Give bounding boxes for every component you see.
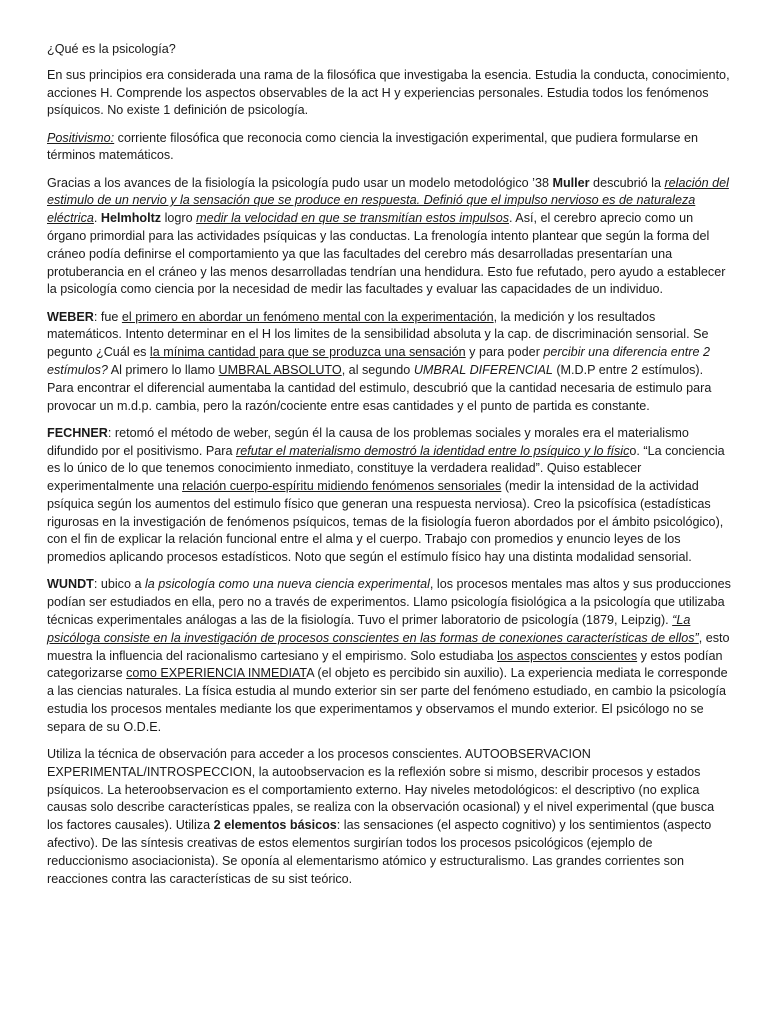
text-run: A (el objeto es percibido sin auxilio). La experiencia mediata le corresponde a las ciencias naturales. La física estudia al mundo exterior sin ser parte del fenómeno estudiado, en cambio la psicología estudia los procesos mentales mediante los que experimentamos y observamos el mundo exterior. El psicólogo no se separa de su O.D.E. <box>47 666 728 734</box>
underlined-run: como EXPERIENCIA INMEDIAT <box>126 666 307 681</box>
text-run: descubrió la <box>589 175 665 190</box>
text-run: , al segundo <box>341 362 414 377</box>
underlined-run: la mínima cantidad para que se produzca una sensación <box>149 345 466 360</box>
name-fechner: FECHNER <box>47 425 108 440</box>
text-run: Al primero lo llamo <box>107 362 219 377</box>
paragraph-positivismo <box>47 130 732 166</box>
underlined-run: medir la velocidad en que se transmitían estos impulsos <box>196 211 509 226</box>
text-run: : ubico a <box>93 577 145 592</box>
underlined-run: UMBRAL ABSOLUTO <box>218 362 342 377</box>
italic-run: percibir una diferencia entre 2 estímulos? <box>47 345 711 377</box>
text-run: y estos podían categorizarse <box>47 648 723 681</box>
paragraph-introspeccion <box>47 746 732 888</box>
name-helmholtz: Helmholtz <box>100 211 162 226</box>
underlined-run: refutar el materialismo demostró la identidad entre lo psíquico y lo físic <box>236 443 630 458</box>
paragraph-wundt <box>47 576 732 736</box>
name-weber: WEBER <box>47 309 94 324</box>
text-run: : las sensaciones (el aspecto cognitivo) y los sentimientos (aspecto afectivo). De las síntesis creativas de estos elementos surgirían todos los procesos psicológicos (ejemplo de reduccionismo asociacionista). Se oponía al elementarismo atómico y estructuralismo. Las grandes corrientes son reacciones contra las características de su sist teórico. <box>47 818 712 886</box>
name-wundt: WUNDT <box>47 577 94 592</box>
paragraph-fechner <box>47 425 732 567</box>
italic-run: la psicología como una nueva ciencia experimental <box>144 577 430 592</box>
paragraph-fisiologia <box>47 175 732 300</box>
underlined-run: relación del estimulo de un nervio y la sensación que se produce en respuesta. Definió que el impulso nervioso es de naturaleza eléctrica <box>47 175 729 226</box>
paragraph-weber <box>47 309 732 416</box>
text-run: (medir la intensidad de la actividad psíquica según los aumentos del estimulo físico que generan una respuesta nerviosa). Creo la psicofísica (estadísticas rigurosas en la investigación de fenómenos psíquicos, temas de la fisiología fueron abordados por el ámbito psicológico), con el fin de explicar la relación funcional entre el alma y el cuerpo. Trabajo con promedios y enuncio leyes de los promedios aplicando procesos estadísticos. Noto que según el estímulo físico hay una distinta modalidad sensorial. <box>47 479 724 565</box>
text-run: , esto muestra la influencia del racionalismo cartesiano y el empirismo. Solo estudiaba <box>47 630 730 663</box>
text-run: corriente filosófica que reconocia como ciencia la investigación experimental, que pudiera formularse en términos matemáticos. <box>47 130 699 163</box>
underlined-run: los aspectos conscientes <box>497 648 638 663</box>
text-run: : fue <box>93 309 122 324</box>
bold-run: 2 elementos básicos <box>213 818 337 833</box>
text-run: Utiliza la técnica de observación para acceder a los procesos conscientes. AUTOOBSERVACION EXPERIMENTAL/INTROSPECCION, la autoobservacion es la reflexión sobre si mismo, describir procesos y estados psíquicos. La heteroobservacion es el comportamiento externo. Hay niveles metodológicos: el descriptivo (no explica causas solo describe características ppales, se realiza con la observación ocasional) y el nivel experimental (que busca los factores causales). Utiliza <box>47 747 715 833</box>
underlined-run: relación cuerpo-espíritu midiendo fenómenos sensoriales <box>182 479 502 494</box>
text-run: logro <box>161 211 197 226</box>
text-run: Gracias a los avances de la fisiología la psicología pudo usar un modelo metodológico ’38 <box>47 175 553 190</box>
text-run: o. “La conciencia es lo único de lo que tenemos conocimiento inmediato, constituye la verdadera realidad”. Quiso establecer experimentalmente una <box>47 443 725 494</box>
underlined-run: el primero en abordar un fenómeno mental con la experimentación <box>121 309 494 324</box>
text-run: (M.D.P entre 2 estímulos). Para encontrar el diferencial aumentaba la cantidad del estimulo, descubrió que la cantidad necesaria de estimulo para provocar un m.d.p. cambia, pero la razón/cociente entre esas cantidades y el punto de partida es constante. <box>47 362 712 413</box>
term-positivismo: Positivismo: <box>47 130 115 145</box>
italic-run: UMBRAL DIFERENCIAL <box>413 362 553 377</box>
underlined-run: “La psicóloga consiste en la investigación de procesos conscientes en las formas de conexiones características de ellos” <box>47 613 699 645</box>
text-run: , la medición y los resultados matemáticos. Intento determinar en el H los limites de la sensibilidad absoluta y la cap. de discriminación sensorial. Se pegunto ¿Cuál es <box>47 309 709 360</box>
text-run: . <box>93 211 101 226</box>
text-run: . Así, el cerebro aprecio como un órgano primordial para las actividades psíquicas y las conductas. La frenología intento plantear que según la forma del cráneo podía definirse el comportamiento ya que las facultades del cerebro más desarrolladas presentarían una protuberancia en el cráneo y las menos desarrolladas tendrían una hendidura. Esto fue refutado, pero ayudo a establecer la psicología como ciencia por la necesidad de medir las facultades y evaluar las capacidades de un individuo. <box>47 211 726 297</box>
text-run: y para poder <box>465 345 544 360</box>
text-run: : retomó el método de weber, según él la causa de los problemas sociales y morales era el materialismo difundido por el positivismo. Para <box>47 425 689 458</box>
name-muller: Muller <box>552 175 590 190</box>
document-title: ¿Qué es la psicología? <box>47 42 176 56</box>
text-run: , los procesos mentales mas altos y sus producciones podían ser estudiados en ella, pero no a través de experimentos. Llamo psicología fisiológica a la psicología que utilizaba técnicas experimentales análogas a las de la fisiología. Tuvo el primer laboratorio de psicología (1879, Leipzig). <box>47 577 731 628</box>
paragraph-intro: En sus principios era considerada una rama de la filosófica que investigaba la esencia. Estudia la conducta, conocimiento, acciones H. Comprende los aspectos observables de la act H y experiencias personales. Estudia todos los fenómenos psíquicos. No existe 1 definición de psicología. <box>47 67 730 118</box>
